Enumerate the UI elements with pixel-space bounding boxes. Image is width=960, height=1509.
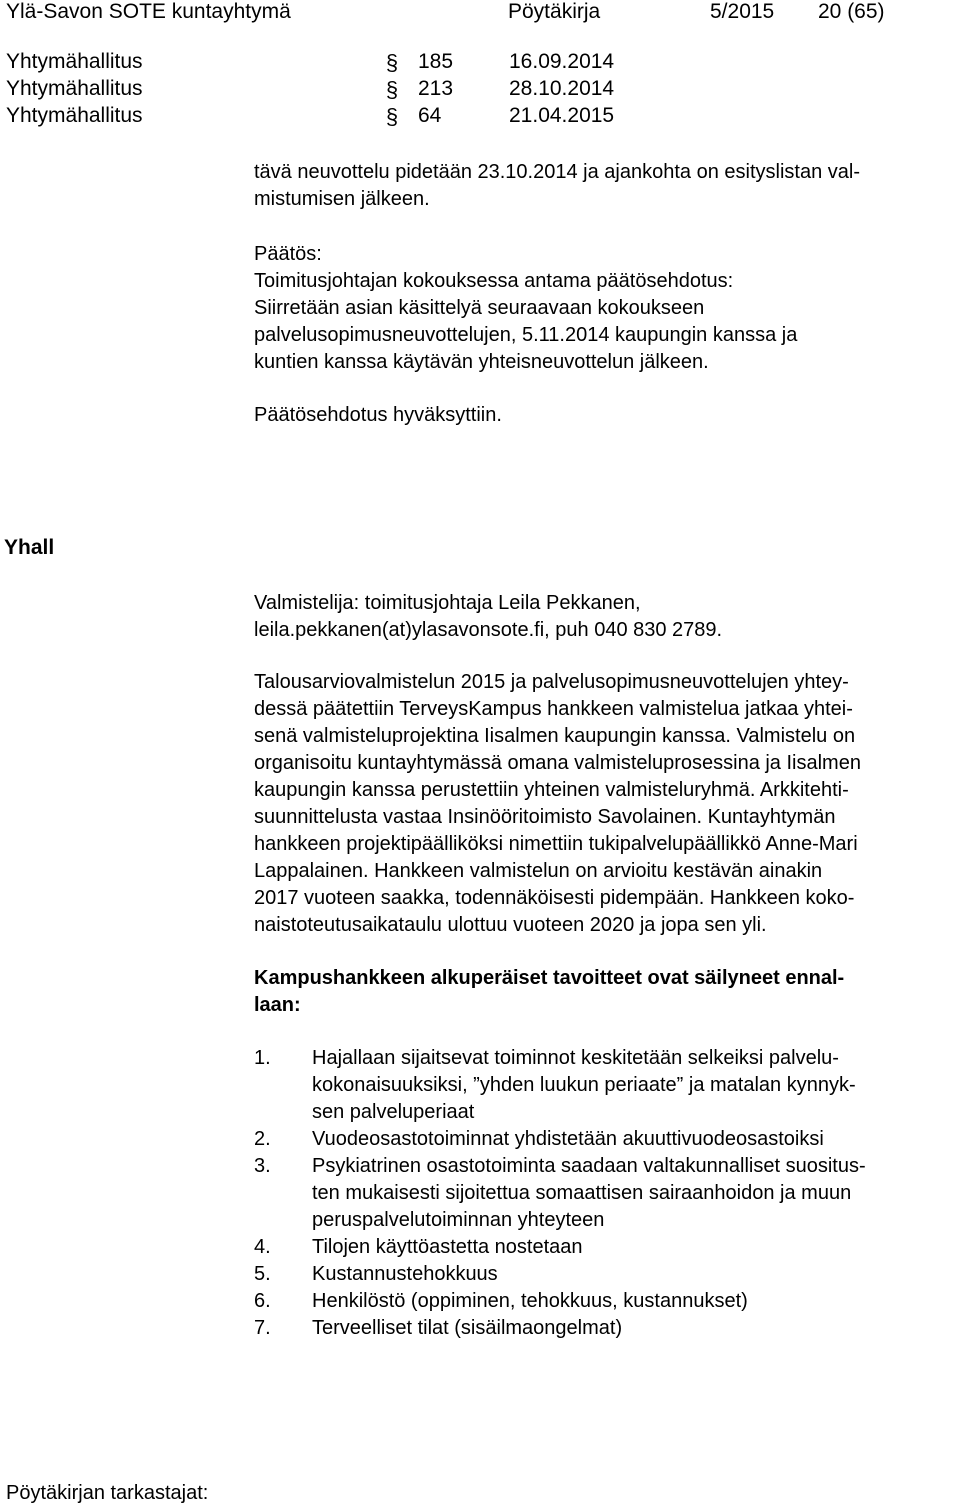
paragraph-line: Talousarviovalmistelun 2015 ja palvelusopimusneuvottelujen yhtey- — [254, 671, 849, 693]
goal-text-line: ten mukaisesti sijoitettua somaattisen sairaanhoidon ja muun — [312, 1182, 852, 1204]
goal-item — [254, 1153, 954, 1234]
svg-text:§: § — [385, 79, 399, 101]
paragraph-line: senä valmisteluprojektina Iisalmen kaupungin kanssa. Valmistelu on — [254, 725, 856, 747]
decision-result: Päätösehdotus hyväksyttiin. — [254, 404, 502, 426]
goals-list — [254, 1045, 954, 1342]
goal-text-line: kokonaisuuksiksi, ”yhden luukun periaate” ja matalan kynnyk- — [312, 1074, 856, 1096]
goals-heading-line: Kampushankkeen alkuperäiset tavoitteet ovat säilyneet ennal- — [254, 967, 845, 989]
goal-text-line: Kustannustehokkuus — [312, 1263, 498, 1285]
section-label: Yhall — [4, 536, 55, 559]
continuation-text — [254, 159, 954, 213]
page-number: 20 (65) — [818, 0, 885, 23]
svg-text:§: § — [385, 52, 399, 74]
paragraph-line: hankkeen projektipäälliköksi nimettiin tukipalvelupäällikkö Anne-Mari — [254, 833, 858, 855]
document-type: Pöytäkirja — [508, 0, 601, 23]
section-sign-icon — [385, 106, 399, 128]
reference-date: 21.04.2015 — [509, 104, 615, 127]
decision-block — [254, 241, 954, 376]
goal-item — [254, 1315, 954, 1342]
preparer-line: Valmistelija: toimitusjohtaja Leila Pekkanen, — [254, 592, 641, 614]
goal-item — [254, 1045, 954, 1126]
goal-text-line: Henkilöstö (oppiminen, tehokkuus, kustannukset) — [312, 1290, 748, 1312]
goal-text-line: Vuodeosastotoiminnat yhdistetään akuuttivuodeosastoiksi — [312, 1128, 824, 1150]
paragraph-line: kaupungin kanssa perustettiin yhteinen valmisteluryhmä. Arkkitehti- — [254, 779, 849, 801]
reference-date: 28.10.2014 — [509, 77, 615, 100]
goal-item — [254, 1261, 954, 1288]
decision-line: Siirretään asian käsittelyä seuraavaan kokoukseen — [254, 297, 705, 319]
organization-name: Ylä-Savon SOTE kuntayhtymä — [6, 0, 291, 23]
goal-text-line: Psykiatrinen osastotoiminta saadaan valtakunnalliset suositus- — [312, 1155, 866, 1177]
goal-number: 1. — [254, 1047, 271, 1069]
preparer-info — [254, 590, 954, 644]
reference-section: 213 — [418, 77, 454, 100]
preparer-line: leila.pekkanen(at)ylasavonsote.fi, puh 040 830 2789. — [254, 619, 723, 641]
svg-text:§: § — [385, 106, 399, 128]
goal-text-line: sen palveluperiaat — [312, 1101, 475, 1123]
goal-number: 5. — [254, 1263, 271, 1285]
goals-heading-line: laan: — [254, 994, 301, 1016]
continuation-line: mistumisen jälkeen. — [254, 188, 430, 210]
reference-date: 16.09.2014 — [509, 50, 615, 73]
paragraph-line: dessä päätettiin TerveysKampus hankkeen valmistelua jatkaa yhtei- — [254, 698, 853, 720]
reference-body: Yhtymähallitus — [6, 104, 143, 127]
reference-section: 185 — [418, 50, 454, 73]
goal-item — [254, 1288, 954, 1315]
decision-heading: Päätös: — [254, 243, 322, 265]
continuation-line: tävä neuvottelu pidetään 23.10.2014 ja ajankohta on esityslistan val- — [254, 161, 860, 183]
reviewers-label: Pöytäkirjan tarkastajat: — [6, 1482, 209, 1504]
goal-text-line: Hajallaan sijaitsevat toiminnot keskitetään selkeiksi palvelu- — [312, 1047, 839, 1069]
paragraph-line: suunnittelusta vastaa Insinööritoimisto Savolainen. Kuntayhtymän — [254, 806, 836, 828]
reference-section: 64 — [418, 104, 442, 127]
goal-number: 3. — [254, 1155, 271, 1177]
paragraph-line: 2017 vuoteen saakka, todennäköisesti pidempään. Hankkeen koko- — [254, 887, 855, 909]
goal-item — [254, 1126, 954, 1153]
paragraph-line: naistoteutusaikataulu ulottuu vuoteen 2020 ja jopa sen yli. — [254, 914, 767, 936]
main-paragraph — [254, 669, 954, 939]
reference-body: Yhtymähallitus — [6, 50, 143, 73]
goals-heading — [254, 965, 954, 1019]
section-sign-icon — [385, 52, 399, 74]
goal-number: 4. — [254, 1236, 271, 1258]
paragraph-line: organisoitu kuntayhtymässä omana valmisteluprosessina ja Iisalmen — [254, 752, 861, 774]
decision-line: kuntien kanssa käytävän yhteisneuvottelun jälkeen. — [254, 351, 709, 373]
goal-text-line: Tilojen käyttöastetta nostetaan — [312, 1236, 583, 1258]
decision-line: palvelusopimusneuvottelujen, 5.11.2014 kaupungin kanssa ja — [254, 324, 798, 346]
decision-line: Toimitusjohtajan kokouksessa antama päätösehdotus: — [254, 270, 734, 292]
goal-text-line: peruspalvelutoiminnan yhteyteen — [312, 1209, 605, 1231]
section-sign-icon — [385, 79, 399, 101]
goal-number: 6. — [254, 1290, 271, 1312]
document-number: 5/2015 — [710, 0, 775, 23]
goal-text-line: Terveelliset tilat (sisäilmaongelmat) — [312, 1317, 623, 1339]
goal-item — [254, 1234, 954, 1261]
paragraph-line: Lappalainen. Hankkeen valmistelun on arvioitu kestävän ainakin — [254, 860, 823, 882]
reference-body: Yhtymähallitus — [6, 77, 143, 100]
goal-number: 2. — [254, 1128, 271, 1150]
goal-number: 7. — [254, 1317, 271, 1339]
